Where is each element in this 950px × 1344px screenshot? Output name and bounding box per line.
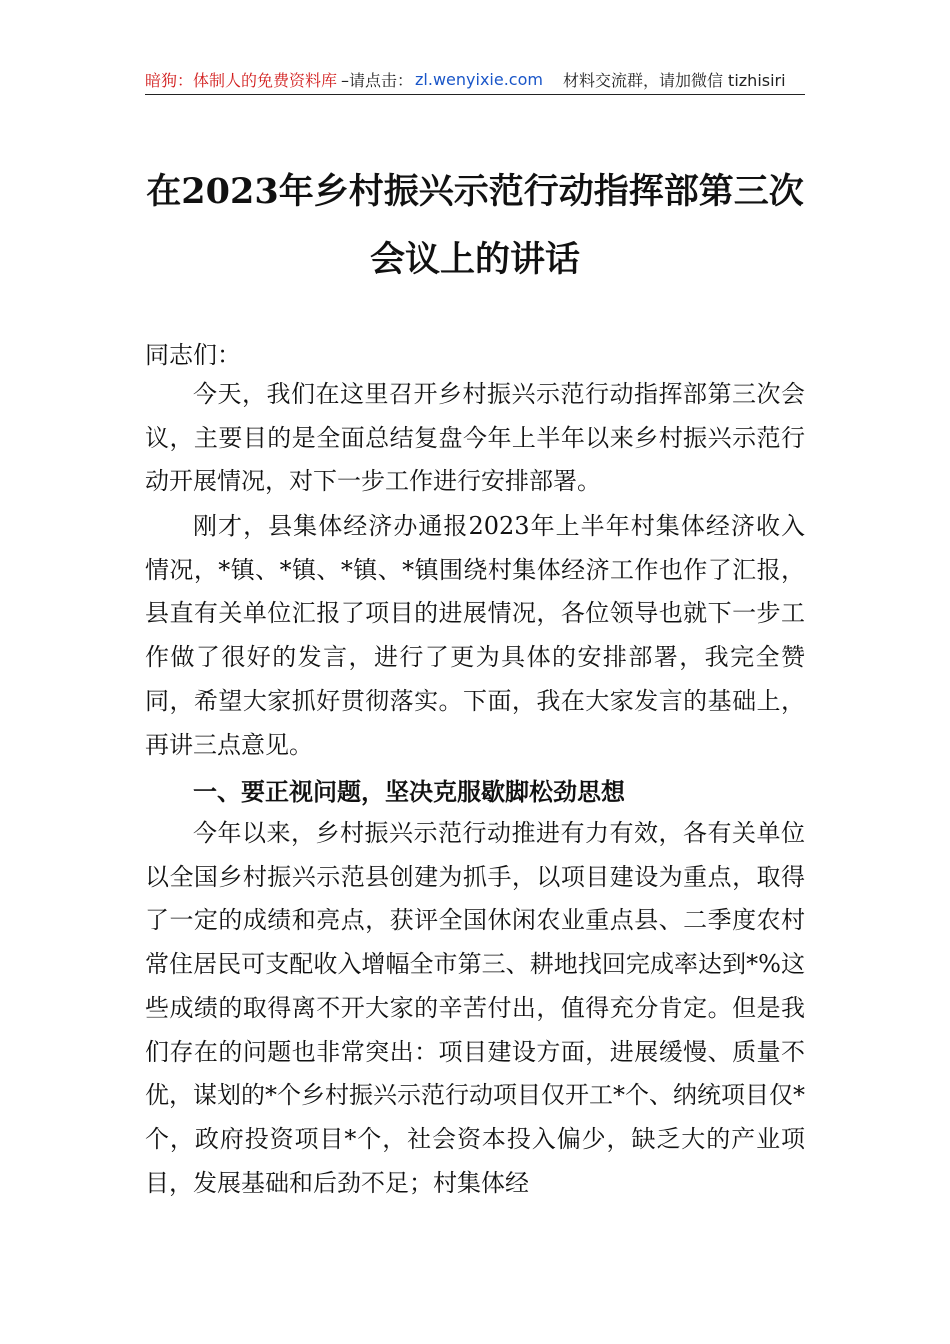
- header-group-note: 材料交流群，请加微信 tizhisiri: [562, 70, 786, 90]
- page-header: [145, 64, 805, 95]
- salutation: 同志们：: [145, 341, 241, 369]
- header-link[interactable]: zl.wenyixie.com: [415, 69, 543, 89]
- section-heading-1: 一、要正视问题，坚决克服歇脚松劲思想: [193, 778, 625, 806]
- header-click-prompt: –请点击：: [341, 70, 414, 90]
- paragraph-2: 刚才，县集体经济办通报2023年上半年村集体经济收入情况，*镇、*镇、*镇、*镇围绕村集体经济工作也作了汇报，县直有关单位汇报了项目的进展情况，各位领导也就下一步工作做了很好的发言，进行了更为具体的安排部署，我完全赞同，希望大家抓好贯彻落实。下面，我在大家发言的基础上，再讲三点意见。: [145, 512, 805, 759]
- paragraph-1: 今天，我们在这里召开乡村振兴示范行动指挥部第三次会议，主要目的是全面总结复盘今年上半年以来乡村振兴示范行动开展情况，对下一步工作进行安排部署。: [145, 380, 805, 496]
- header-source-label: 暗狗：体制人的免费资料库: [145, 70, 338, 90]
- document-title-line-1: 在2023年乡村振兴示范行动指挥部第三次: [146, 171, 804, 212]
- document-title-line-2: 会议上的讲话: [369, 239, 580, 280]
- paragraph-3: 今年以来，乡村振兴示范行动推进有力有效，各有关单位以全国乡村振兴示范县创建为抓手，以项目建设为重点，取得了一定的成绩和亮点，获评全国休闲农业重点县、二季度农村常住居民可支配收入增幅全市第三、耕地找回完成率达到*%这些成绩的取得离不开大家的辛苦付出，值得充分肯定。但是我们存在的问题也非常突出：项目建设方面，进展缓慢、质量不优，谋划的*个乡村振兴示范行动项目仅开工*个、纳统项目仅*个，政府投资项目*个，社会资本投入偏少，缺乏大的产业项目，发展基础和后劲不足；村集体经: [145, 819, 805, 1197]
